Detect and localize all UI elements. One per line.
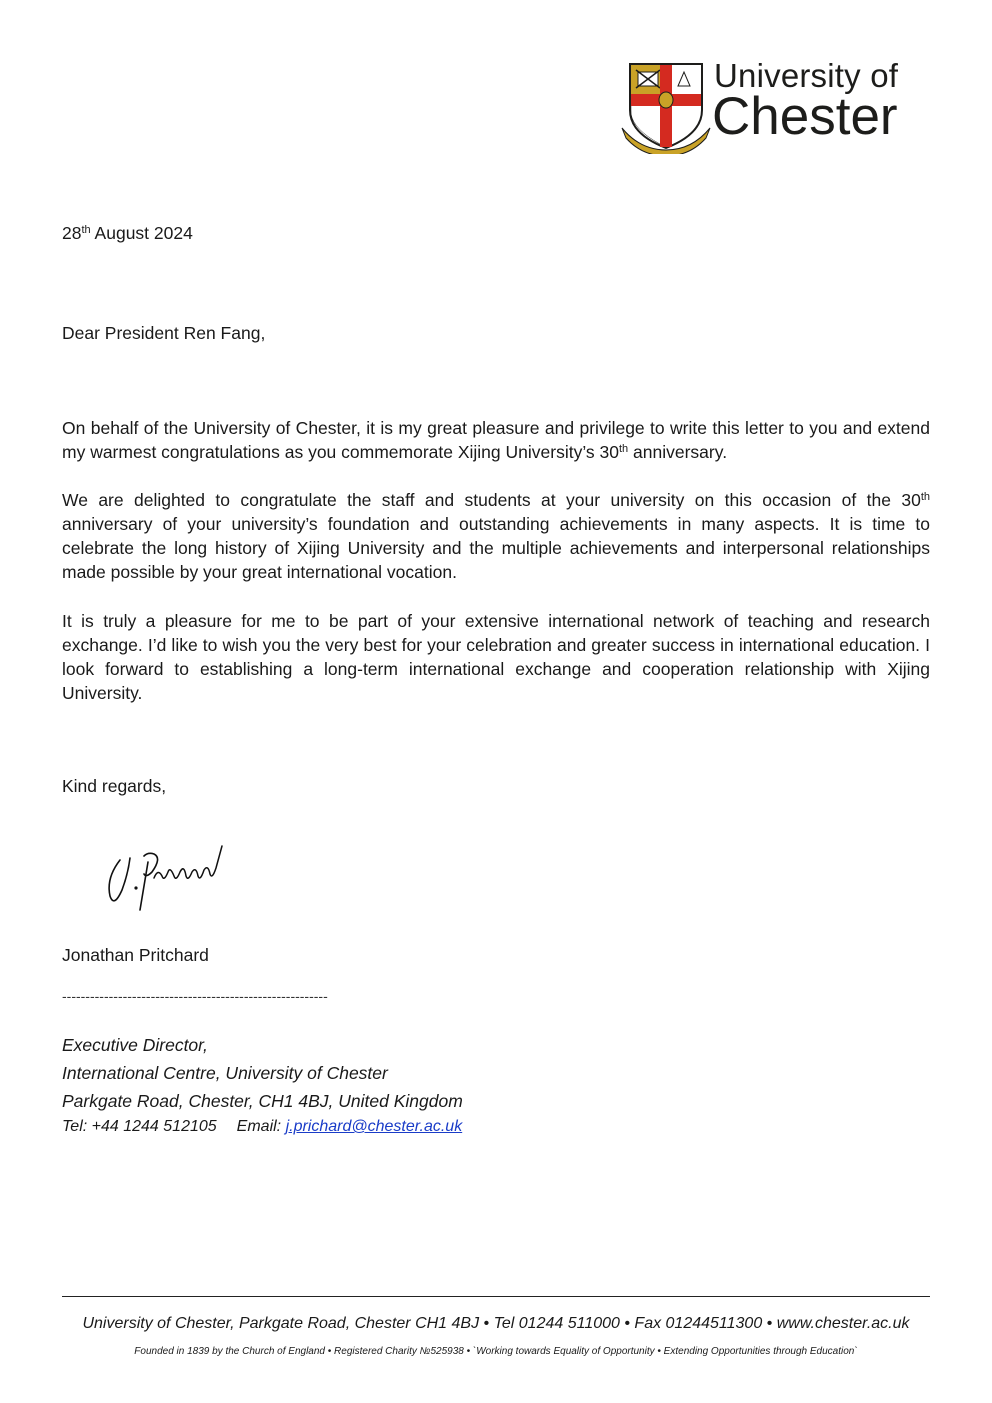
signature-icon	[100, 838, 240, 914]
signer-telephone: Tel: +44 1244 512105	[62, 1118, 217, 1135]
paragraph-1-text-a: On behalf of the University of Chester, it is my great pleasure and privilege to write this letter to you and extend my warmest congratulations as you commemorate Xijing University’s 30	[62, 418, 930, 462]
footer-address-line: University of Chester, Parkgate Road, Chester CH1 4BJ • Tel 01244 511000 • Fax 01244511300 • www.chester.ac.uk	[82, 1315, 910, 1332]
signer-title: Executive Director,	[62, 1035, 208, 1055]
signer-contact	[62, 1116, 462, 1138]
paragraph-1-ordinal: th	[618, 443, 629, 455]
paragraph-1-text-b: anniversary.	[628, 442, 728, 462]
date-ordinal: th	[81, 224, 91, 236]
letter-date	[62, 221, 193, 245]
signer-name: Jonathan Pritchard	[62, 945, 209, 965]
crest-icon	[620, 58, 712, 154]
email-link[interactable]: j.prichard@chester.ac.uk	[285, 1118, 463, 1135]
email-label: Email:	[236, 1118, 286, 1135]
date-month-year: August 2024	[90, 223, 193, 243]
closing: Kind regards,	[62, 776, 167, 796]
footer-charity-line: Founded in 1839 by the Church of England • Registered Charity №525938 • `Working towards Equality of Opportunity • Extending Opportunities through Education`	[134, 1346, 858, 1357]
paragraph-2-ordinal: th	[920, 491, 930, 503]
signer-address: Parkgate Road, Chester, CH1 4BJ, United Kingdom	[62, 1091, 463, 1111]
handwritten-signature	[100, 838, 240, 914]
paragraph-2-text-b: anniversary of your university’s foundation and outstanding achievements in many aspects. It is time to celebrate the long history of Xijing University and the multiple achievements and interpersonal relationships made possible by your great international vocation.	[62, 514, 930, 582]
paragraph-1	[62, 416, 930, 464]
logo-name-line1: University of	[714, 57, 899, 94]
university-logo	[620, 58, 920, 154]
date-day: 28	[62, 223, 82, 243]
salutation: Dear President Ren Fang,	[62, 323, 266, 343]
signer-department: International Centre, University of Chester	[62, 1063, 388, 1083]
paragraph-2	[62, 488, 930, 584]
footer-rule	[62, 1296, 930, 1297]
signature-separator: ---------------------------------------------------------	[62, 988, 328, 1004]
logo-name-line2: Chester	[712, 87, 898, 146]
paragraph-2-text-a: We are delighted to congratulate the staff and students at your university on this occasion of the 30	[62, 490, 921, 510]
paragraph-3: It is truly a pleasure for me to be part of your extensive international network of teaching and research exchange. I’d like to wish you the very best for your celebration and greater success in international education. I look forward to establishing a long-term international exchange and cooperation relationship with Xijing University.	[62, 611, 930, 703]
